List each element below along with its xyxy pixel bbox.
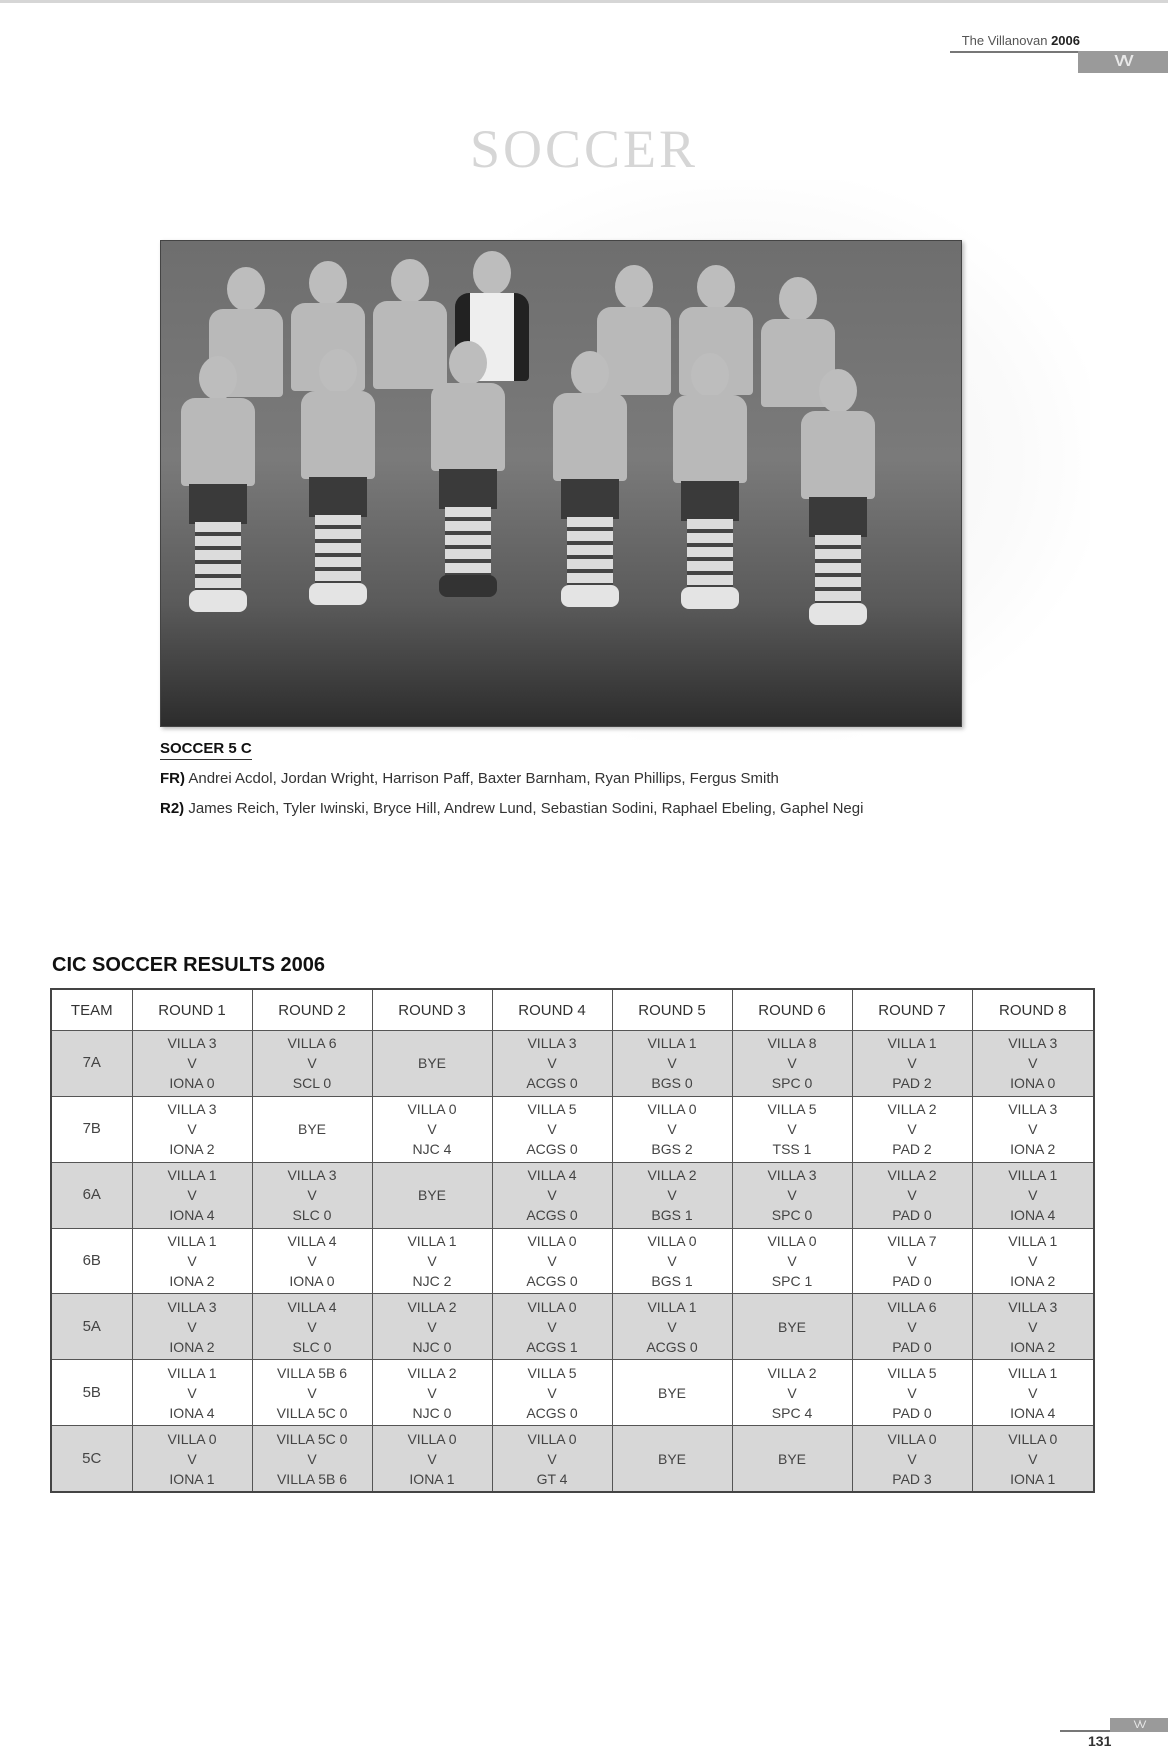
versus-text: V — [187, 1252, 197, 1269]
result-cell — [492, 1360, 612, 1426]
score-line: VILLA 1 — [887, 1035, 937, 1052]
column-header-round: ROUND 5 — [612, 989, 732, 1031]
team-cell: 5C — [51, 1426, 132, 1492]
result-cell — [852, 1360, 972, 1426]
score-line: VILLA 0 — [887, 1430, 937, 1447]
score-line: NJC 4 — [412, 1141, 452, 1158]
result-cell — [972, 1162, 1094, 1228]
result-cell — [972, 1096, 1094, 1162]
versus-text: V — [427, 1252, 437, 1269]
result-cell — [372, 1096, 492, 1162]
score-line: VILLA 3 — [167, 1101, 217, 1118]
result-cell — [732, 1228, 852, 1294]
versus-text: V — [187, 1450, 197, 1467]
column-header-round: ROUND 6 — [732, 989, 852, 1031]
result-cell — [852, 1228, 972, 1294]
score-line: ACGS 1 — [526, 1338, 578, 1355]
result-cell — [372, 1426, 492, 1492]
result-cell — [612, 1031, 732, 1097]
versus-text: V — [787, 1252, 797, 1269]
result-cell — [972, 1360, 1094, 1426]
score-line: IONA 1 — [409, 1470, 455, 1487]
versus-text: V — [1028, 1318, 1038, 1335]
versus-text: V — [907, 1318, 917, 1335]
versus-text: V — [667, 1055, 677, 1072]
score-line: IONA 4 — [169, 1404, 215, 1421]
result-cell — [612, 1294, 732, 1360]
score-line: SLC 0 — [292, 1207, 332, 1224]
score-line: PAD 0 — [892, 1338, 932, 1355]
score-line: VILLA 3 — [167, 1298, 217, 1315]
score-line: VILLA 5C 0 — [276, 1430, 348, 1447]
result-cell — [852, 1162, 972, 1228]
score-line: VILLA 3 — [167, 1035, 217, 1052]
versus-text: V — [907, 1450, 917, 1467]
result-cell — [492, 1228, 612, 1294]
score-line: SPC 0 — [771, 1075, 813, 1092]
score-line: VILLA 0 — [527, 1298, 577, 1315]
score-line: IONA 0 — [289, 1272, 335, 1289]
result-cell — [612, 1162, 732, 1228]
publication-title: The Villanovan — [961, 33, 1048, 48]
versus-text: V — [187, 1121, 197, 1138]
result-cell — [252, 1360, 372, 1426]
versus-text: V — [907, 1055, 917, 1072]
result-cell — [252, 1426, 372, 1492]
versus-text: V — [1028, 1055, 1038, 1072]
score-line: SCL 0 — [292, 1075, 332, 1092]
result-cell — [732, 1031, 852, 1097]
score-line: VILLA 3 — [1008, 1298, 1058, 1315]
team-cell: 5B — [51, 1360, 132, 1426]
score-line: VILLA 0 — [767, 1232, 817, 1249]
result-cell — [612, 1426, 732, 1492]
versus-text: V — [427, 1318, 437, 1335]
versus-text: V — [667, 1318, 677, 1335]
score-line: ACGS 0 — [526, 1272, 578, 1289]
score-line: VILLA 2 — [887, 1101, 937, 1118]
score-line: IONA 2 — [1010, 1141, 1056, 1158]
results-title: CIC SOCCER RESULTS 2006 — [52, 954, 326, 976]
versus-text: V — [907, 1252, 917, 1269]
score-line: VILLA 1 — [1008, 1232, 1058, 1249]
table-body — [51, 1031, 1094, 1493]
column-header-round: ROUND 2 — [252, 989, 372, 1031]
versus-text: V — [307, 1450, 317, 1467]
versus-text: V — [667, 1187, 677, 1204]
score-line: IONA 2 — [169, 1338, 215, 1355]
versus-text: V — [427, 1450, 437, 1467]
header-divider — [950, 51, 1078, 53]
caption-back-row — [160, 800, 960, 818]
score-line: VILLA 1 — [1008, 1167, 1058, 1184]
versus-text: V — [547, 1384, 557, 1401]
versus-text: V — [907, 1121, 917, 1138]
bye-text: BYE — [417, 1187, 446, 1204]
score-line: VILLA 7 — [887, 1232, 937, 1249]
row-label: R2) — [160, 800, 185, 817]
score-line: IONA 4 — [1010, 1404, 1056, 1421]
team-photo — [160, 240, 962, 727]
caption-team-name: SOCCER 5 C — [160, 740, 252, 760]
table-row — [51, 1360, 1094, 1426]
result-cell — [972, 1426, 1094, 1492]
bye-text: BYE — [657, 1450, 686, 1467]
score-line: ACGS 0 — [526, 1141, 578, 1158]
versus-text: V — [187, 1384, 197, 1401]
versus-text: V — [547, 1121, 557, 1138]
result-cell — [132, 1426, 252, 1492]
table-row — [51, 1228, 1094, 1294]
versus-text: V — [427, 1121, 437, 1138]
score-line: PAD 2 — [892, 1075, 932, 1092]
score-line: PAD 0 — [892, 1272, 932, 1289]
score-line: VILLA 0 — [407, 1101, 457, 1118]
score-line: VILLA 3 — [1008, 1101, 1058, 1118]
versus-text: V — [547, 1252, 557, 1269]
result-cell — [852, 1426, 972, 1492]
result-cell — [732, 1426, 852, 1492]
result-cell — [132, 1162, 252, 1228]
results-table — [50, 988, 1095, 1493]
table-row — [51, 1426, 1094, 1492]
score-line: IONA 2 — [169, 1141, 215, 1158]
result-cell — [612, 1228, 732, 1294]
team-cell: 7B — [51, 1096, 132, 1162]
result-cell — [732, 1294, 852, 1360]
score-line: VILLA 1 — [647, 1035, 697, 1052]
bye-text: BYE — [297, 1121, 326, 1138]
score-line: VILLA 1 — [407, 1232, 457, 1249]
score-line: VILLA 2 — [887, 1167, 937, 1184]
score-line: BGS 1 — [651, 1207, 693, 1224]
result-cell — [972, 1228, 1094, 1294]
column-header-round: ROUND 8 — [972, 989, 1094, 1031]
score-line: BGS 2 — [651, 1141, 693, 1158]
score-line: VILLA 0 — [527, 1430, 577, 1447]
score-line: VILLA 3 — [527, 1035, 577, 1052]
score-line: VILLA 2 — [407, 1364, 457, 1381]
versus-text: V — [187, 1318, 197, 1335]
result-cell — [732, 1162, 852, 1228]
score-line: SPC 0 — [771, 1207, 813, 1224]
score-line: IONA 1 — [169, 1470, 215, 1487]
result-cell — [972, 1294, 1094, 1360]
versus-text: V — [307, 1187, 317, 1204]
score-line: VILLA 1 — [1008, 1364, 1058, 1381]
bye-text: BYE — [417, 1055, 446, 1072]
page-title: SOCCER — [469, 119, 699, 179]
versus-text: V — [547, 1450, 557, 1467]
score-line: VILLA 5 — [767, 1101, 817, 1118]
result-cell — [492, 1096, 612, 1162]
score-line: SPC 4 — [771, 1404, 813, 1421]
score-line: IONA 4 — [169, 1207, 215, 1224]
score-line: VILLA 0 — [647, 1101, 697, 1118]
page-number: 131 — [1088, 1733, 1112, 1749]
top-rule — [0, 0, 1168, 3]
result-cell — [972, 1031, 1094, 1097]
result-cell — [252, 1031, 372, 1097]
versus-text: V — [1028, 1187, 1038, 1204]
team-cell: 6A — [51, 1162, 132, 1228]
table-row — [51, 1096, 1094, 1162]
result-cell — [372, 1228, 492, 1294]
result-cell — [132, 1360, 252, 1426]
score-line: VILLA 0 — [407, 1430, 457, 1447]
table-row — [51, 1162, 1094, 1228]
score-line: VILLA 1 — [167, 1167, 217, 1184]
row-names: Andrei Acdol, Jordan Wright, Harrison Paff, Baxter Barnham, Ryan Phillips, Fergus Smith — [188, 770, 779, 787]
bye-text: BYE — [777, 1450, 806, 1467]
result-cell — [492, 1294, 612, 1360]
caption-front-row — [160, 770, 960, 788]
score-line: VILLA 0 — [527, 1232, 577, 1249]
table-row — [51, 1031, 1094, 1097]
result-cell — [132, 1228, 252, 1294]
versus-text: V — [1028, 1121, 1038, 1138]
result-cell — [852, 1294, 972, 1360]
score-line: VILLA 6 — [887, 1298, 937, 1315]
table-row — [51, 1294, 1094, 1360]
versus-text: V — [307, 1055, 317, 1072]
versus-text: V — [547, 1055, 557, 1072]
score-line: IONA 2 — [169, 1272, 215, 1289]
team-cell: 5A — [51, 1294, 132, 1360]
versus-text: V — [787, 1384, 797, 1401]
score-line: BGS 0 — [651, 1075, 693, 1092]
result-cell — [372, 1031, 492, 1097]
score-line: VILLA 5B 6 — [276, 1364, 348, 1381]
score-line: IONA 0 — [1010, 1075, 1056, 1092]
result-cell — [132, 1294, 252, 1360]
score-line: VILLA 0 — [647, 1232, 697, 1249]
versus-text: V — [787, 1187, 797, 1204]
score-line: VILLA 4 — [287, 1298, 337, 1315]
score-line: VILLA 5 — [527, 1101, 577, 1118]
score-line: VILLA 4 — [287, 1232, 337, 1249]
bye-text: BYE — [777, 1318, 806, 1335]
column-header-round: ROUND 4 — [492, 989, 612, 1031]
publication-header — [962, 33, 1080, 48]
score-line: VILLA 2 — [647, 1167, 697, 1184]
score-line: VILLA 1 — [167, 1364, 217, 1381]
score-line: ACGS 0 — [646, 1338, 698, 1355]
versus-text: V — [787, 1055, 797, 1072]
score-line: VILLA 8 — [767, 1035, 817, 1052]
score-line: VILLA 1 — [167, 1232, 217, 1249]
photo-caption — [160, 740, 960, 830]
score-line: NJC 2 — [412, 1272, 452, 1289]
row-names: James Reich, Tyler Iwinski, Bryce Hill, Andrew Lund, Sebastian Sodini, Raphael Ebeling, Gaphel Negi — [188, 800, 864, 817]
versus-text: V — [1028, 1252, 1038, 1269]
result-cell — [612, 1360, 732, 1426]
result-cell — [492, 1031, 612, 1097]
score-line: IONA 2 — [1010, 1338, 1056, 1355]
column-header-round: ROUND 1 — [132, 989, 252, 1031]
villanova-logo: VV — [1078, 51, 1168, 73]
result-cell — [732, 1360, 852, 1426]
column-header-round: ROUND 7 — [852, 989, 972, 1031]
score-line: IONA 2 — [1010, 1272, 1056, 1289]
score-line: BGS 1 — [651, 1272, 693, 1289]
score-line: IONA 1 — [1010, 1470, 1056, 1487]
score-line: VILLA 1 — [647, 1298, 697, 1315]
score-line: NJC 0 — [412, 1404, 452, 1421]
result-cell — [612, 1096, 732, 1162]
score-line: VILLA 3 — [287, 1167, 337, 1184]
team-cell: 7A — [51, 1031, 132, 1097]
versus-text: V — [1028, 1450, 1038, 1467]
score-line: PAD 3 — [892, 1470, 932, 1487]
score-line: VILLA 3 — [1008, 1035, 1058, 1052]
versus-text: V — [307, 1318, 317, 1335]
bye-text: BYE — [657, 1384, 686, 1401]
versus-text: V — [667, 1252, 677, 1269]
result-cell — [132, 1031, 252, 1097]
score-line: IONA 0 — [169, 1075, 215, 1092]
score-line: VILLA 6 — [287, 1035, 337, 1052]
score-line: VILLA 2 — [767, 1364, 817, 1381]
team-cell: 6B — [51, 1228, 132, 1294]
result-cell — [852, 1096, 972, 1162]
score-line: NJC 0 — [412, 1338, 452, 1355]
villanova-logo-small: VV — [1110, 1718, 1168, 1732]
result-cell — [252, 1294, 372, 1360]
result-cell — [372, 1162, 492, 1228]
versus-text: V — [187, 1055, 197, 1072]
result-cell — [492, 1162, 612, 1228]
versus-text: V — [547, 1318, 557, 1335]
column-header-team: TEAM — [51, 989, 132, 1031]
result-cell — [252, 1228, 372, 1294]
versus-text: V — [427, 1384, 437, 1401]
result-cell — [492, 1426, 612, 1492]
row-label: FR) — [160, 770, 185, 787]
publication-year: 2006 — [1051, 33, 1080, 48]
score-line: ACGS 0 — [526, 1075, 578, 1092]
score-line: GT 4 — [536, 1470, 568, 1487]
versus-text: V — [187, 1187, 197, 1204]
result-cell — [852, 1031, 972, 1097]
table-header-row — [51, 989, 1094, 1031]
score-line: ACGS 0 — [526, 1404, 578, 1421]
versus-text: V — [307, 1252, 317, 1269]
score-line: ACGS 0 — [526, 1207, 578, 1224]
score-line: VILLA 0 — [167, 1430, 217, 1447]
result-cell — [132, 1096, 252, 1162]
versus-text: V — [1028, 1384, 1038, 1401]
score-line: VILLA 5C 0 — [276, 1404, 348, 1421]
versus-text: V — [547, 1187, 557, 1204]
result-cell — [372, 1360, 492, 1426]
versus-text: V — [667, 1121, 677, 1138]
score-line: VILLA 5 — [527, 1364, 577, 1381]
result-cell — [732, 1096, 852, 1162]
result-cell — [252, 1096, 372, 1162]
versus-text: V — [907, 1384, 917, 1401]
score-line: SPC 1 — [771, 1272, 813, 1289]
score-line: SLC 0 — [292, 1338, 332, 1355]
score-line: PAD 0 — [892, 1404, 932, 1421]
result-cell — [372, 1294, 492, 1360]
score-line: PAD 2 — [892, 1141, 932, 1158]
score-line: VILLA 5 — [887, 1364, 937, 1381]
score-line: VILLA 5B 6 — [276, 1470, 348, 1487]
versus-text: V — [907, 1187, 917, 1204]
score-line: IONA 4 — [1010, 1207, 1056, 1224]
result-cell — [252, 1162, 372, 1228]
score-line: VILLA 3 — [767, 1167, 817, 1184]
score-line: VILLA 2 — [407, 1298, 457, 1315]
score-line: VILLA 4 — [527, 1167, 577, 1184]
column-header-round: ROUND 3 — [372, 989, 492, 1031]
score-line: TSS 1 — [772, 1141, 812, 1158]
score-line: PAD 0 — [892, 1207, 932, 1224]
versus-text: V — [787, 1121, 797, 1138]
versus-text: V — [307, 1384, 317, 1401]
score-line: VILLA 0 — [1008, 1430, 1058, 1447]
